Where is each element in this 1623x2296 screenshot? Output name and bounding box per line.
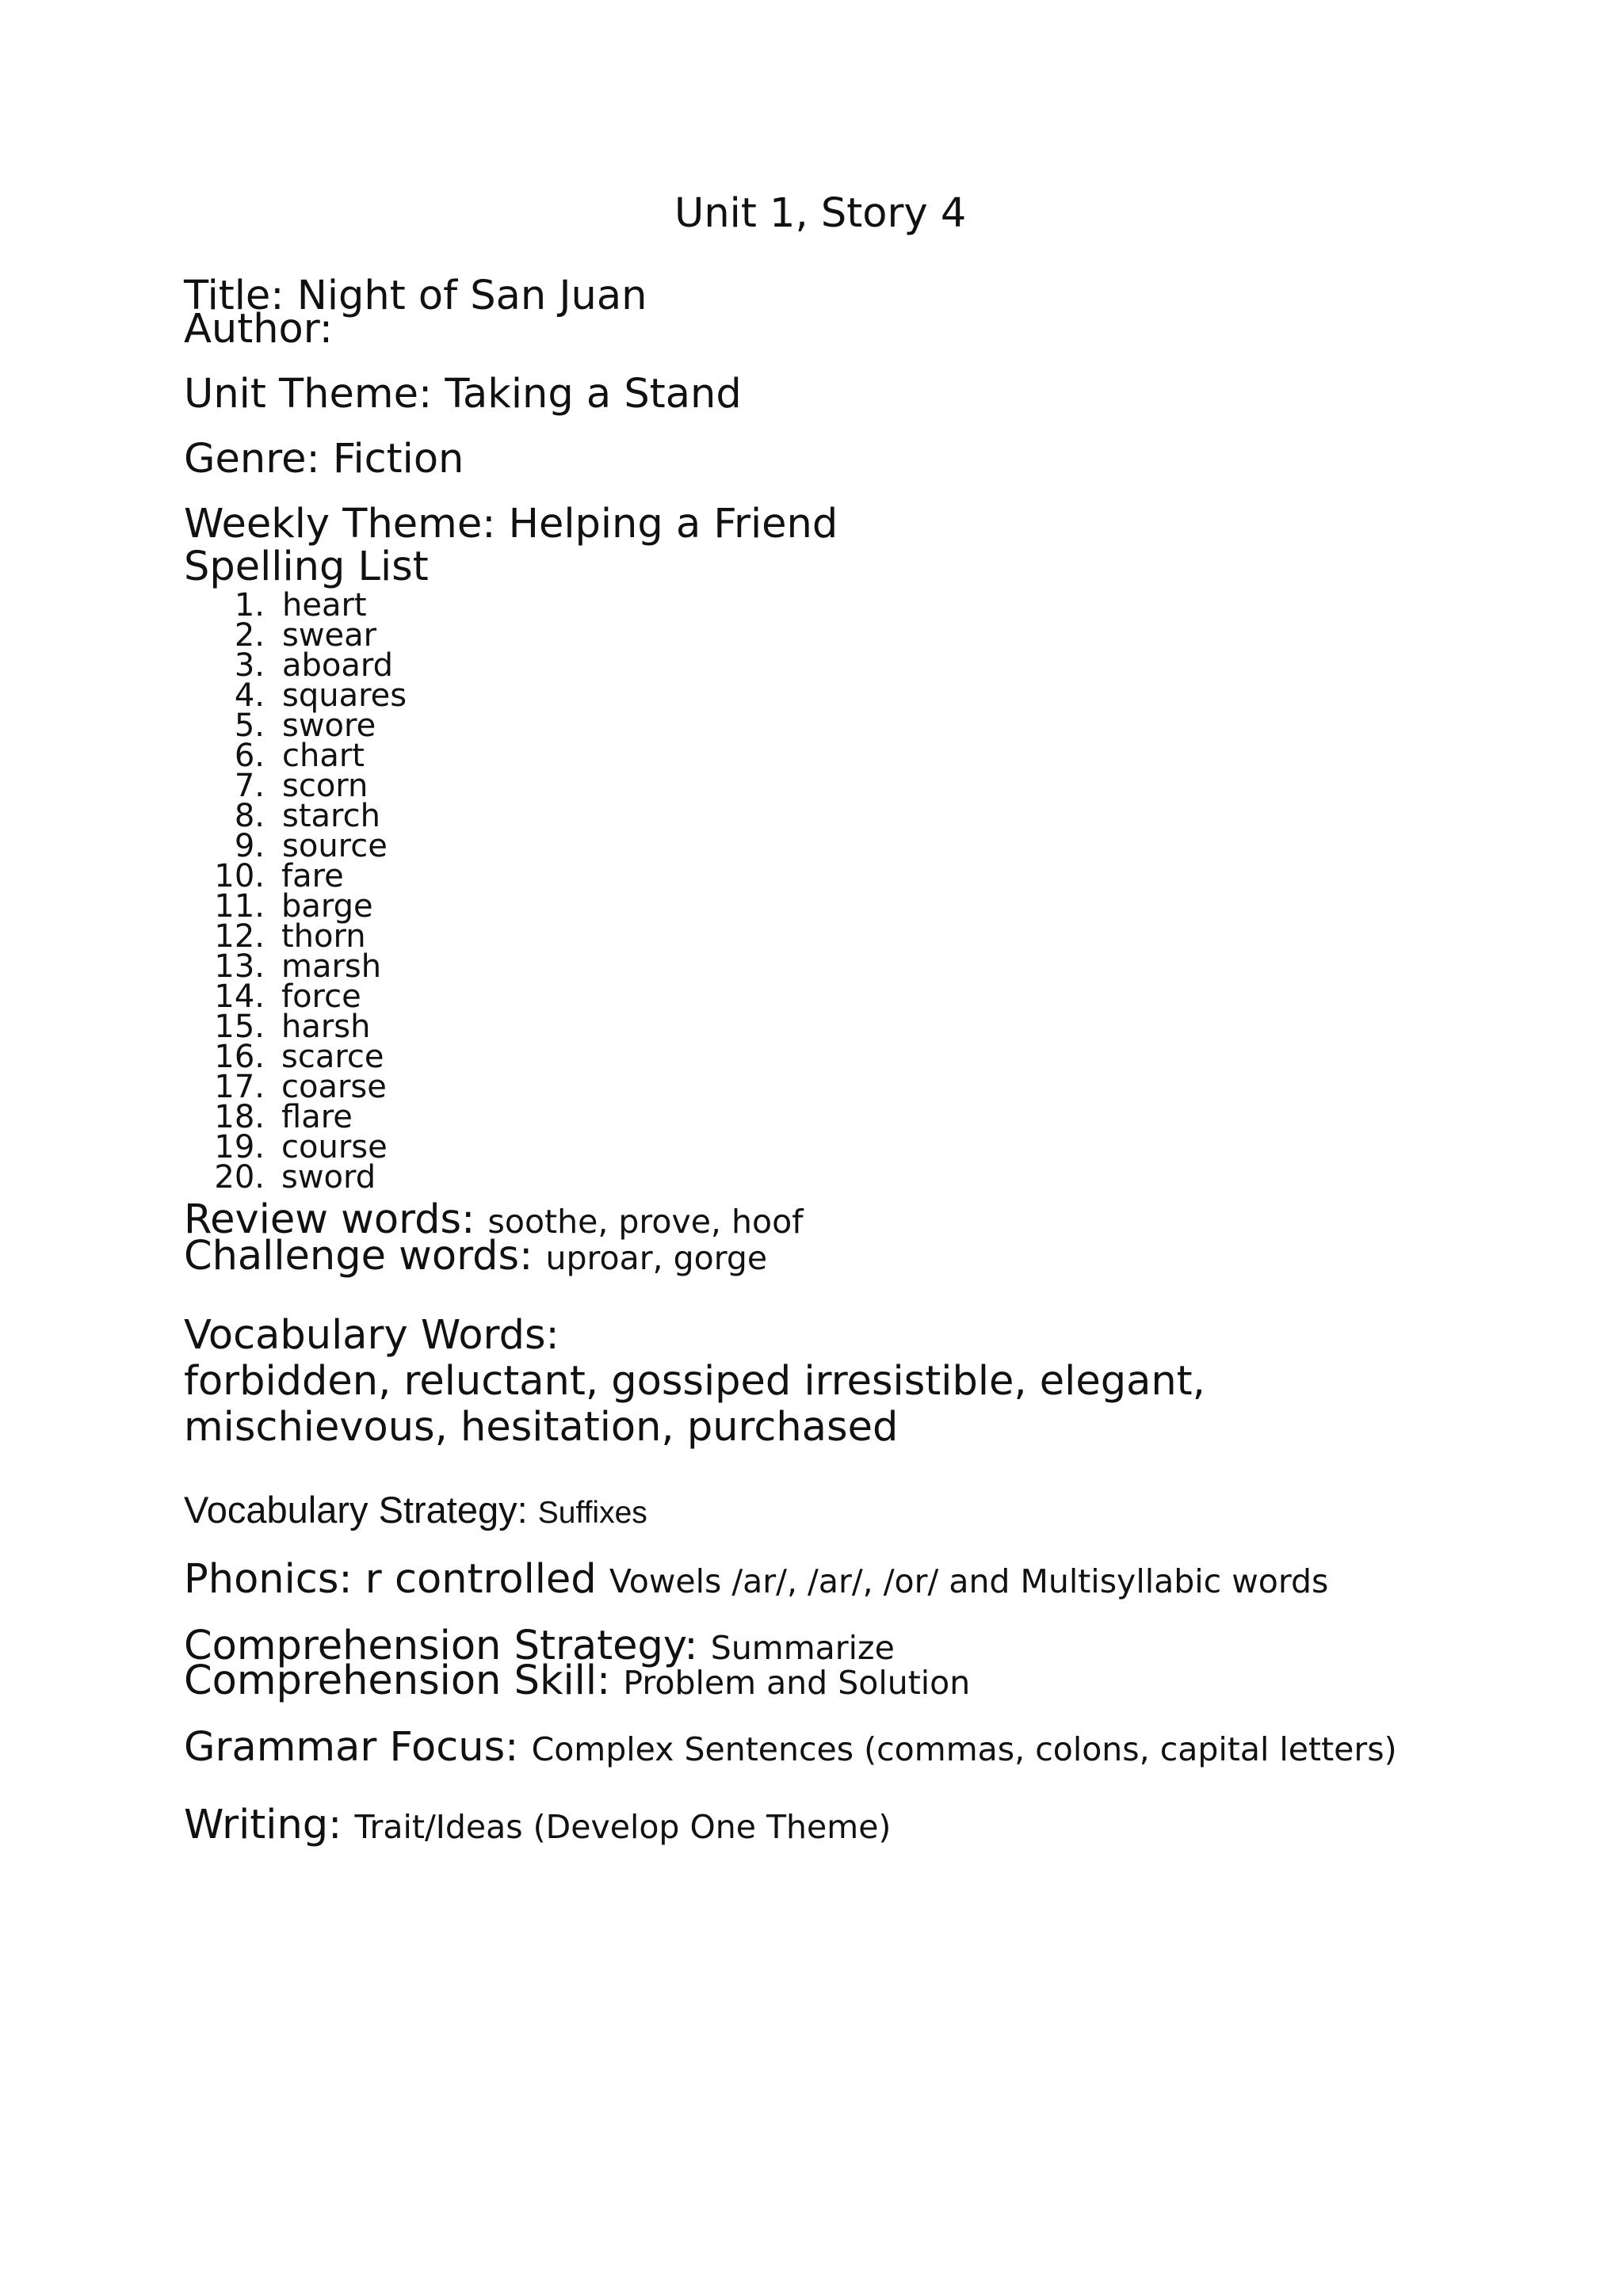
comp-skill-label: Comprehension Skill:	[184, 1657, 624, 1704]
genre: Genre: Fiction	[184, 436, 464, 482]
spelling-item-word: starch	[282, 798, 380, 834]
challenge-words-line	[184, 1233, 768, 1280]
spelling-item-number: 16.	[214, 1039, 265, 1075]
vocab-strategy-label: Vocabulary Strategy:	[184, 1489, 538, 1531]
page-heading: Unit 1, Story 4	[674, 190, 967, 237]
spelling-item-word: course	[281, 1129, 388, 1165]
spelling-item-word: source	[282, 828, 388, 864]
phonics-label: Phonics: r controlled	[184, 1556, 609, 1603]
spelling-item-word: barge	[281, 888, 373, 925]
grammar-label: Grammar Focus:	[184, 1724, 532, 1771]
spelling-item-number: 20.	[214, 1159, 265, 1196]
comp-strategy-value: Summarize	[710, 1629, 895, 1667]
spelling-item-word: aboard	[282, 647, 394, 684]
writing-line	[184, 1802, 892, 1848]
spelling-item-number: 19.	[214, 1129, 265, 1165]
spelling-item-number: 6.	[234, 738, 265, 774]
challenge-label: Challenge words:	[184, 1233, 546, 1280]
spelling-item-word: squares	[282, 677, 407, 714]
vocab-strategy-line	[184, 1489, 647, 1531]
spelling-item-number: 5.	[234, 707, 265, 744]
spelling-item-number: 14.	[214, 978, 265, 1015]
spelling-item-number: 15.	[214, 1009, 265, 1045]
spelling-item-word: fare	[281, 858, 344, 894]
spelling-item-word: swear	[282, 617, 377, 654]
spelling-item-word: force	[281, 978, 361, 1015]
spelling-item-word: swore	[282, 707, 376, 744]
phonics-line	[184, 1556, 1329, 1603]
spelling-item-word: chart	[282, 738, 365, 774]
title-label: Title:	[184, 273, 297, 319]
comp-strategy-label: Comprehension Strategy:	[184, 1623, 711, 1669]
spelling-item-number: 10.	[214, 858, 265, 894]
writing-label: Writing:	[184, 1802, 355, 1848]
spelling-item-number: 2.	[234, 617, 265, 654]
comprehension-skill-line	[184, 1657, 971, 1704]
grammar-line	[184, 1724, 1397, 1771]
spelling-item-word: harsh	[281, 1009, 371, 1045]
spelling-item-number: 13.	[214, 948, 265, 985]
spelling-item-number: 9.	[234, 828, 265, 864]
review-value: soothe, prove, hoof	[487, 1203, 804, 1241]
spelling-item-number: 18.	[214, 1099, 265, 1135]
spelling-item-number: 12.	[214, 918, 265, 955]
spelling-item-word: flare	[281, 1099, 353, 1135]
spelling-item-word: heart	[282, 587, 367, 624]
vocab-line-1: forbidden, reluctant, gossiped irresistible, elegant,	[184, 1358, 1205, 1405]
spelling-item-number: 11.	[214, 888, 265, 925]
spelling-item-number: 3.	[234, 647, 265, 684]
author-label: Author:	[184, 306, 333, 353]
vocab-line-2: mischievous, hesitation, purchased	[184, 1404, 899, 1451]
writing-value: Trait/Ideas (Develop One Theme)	[354, 1808, 892, 1846]
spelling-heading: Spelling List	[184, 543, 429, 590]
phonics-value: Vowels /ar/, /ar/, /or/ and Multisyllabic words	[609, 1562, 1329, 1600]
spelling-item-word: sword	[281, 1159, 376, 1196]
review-label: Review words:	[184, 1196, 488, 1243]
vocab-heading: Vocabulary Words:	[184, 1312, 559, 1359]
spelling-item-word: thorn	[281, 918, 366, 955]
spelling-item-word: marsh	[281, 948, 382, 985]
comp-skill-value: Problem and Solution	[623, 1664, 971, 1702]
spelling-item-number: 1.	[234, 587, 265, 624]
spelling-item-word: coarse	[281, 1069, 387, 1105]
spelling-item-word: scorn	[282, 768, 369, 804]
spelling-item-number: 17.	[214, 1069, 265, 1105]
weekly-theme: Weekly Theme: Helping a Friend	[184, 501, 838, 547]
vocab-strategy-value: Suffixes	[537, 1496, 647, 1530]
spelling-item-number: 8.	[234, 798, 265, 834]
unit-theme: Unit Theme: Taking a Stand	[184, 371, 742, 418]
title-value: Night of San Juan	[296, 273, 647, 319]
spelling-item-word: scarce	[281, 1039, 384, 1075]
grammar-value: Complex Sentences (commas, colons, capital letters)	[531, 1730, 1397, 1768]
challenge-value: uproar, gorge	[545, 1239, 768, 1277]
spelling-item-number: 7.	[234, 768, 265, 804]
spelling-item-number: 4.	[234, 677, 265, 714]
